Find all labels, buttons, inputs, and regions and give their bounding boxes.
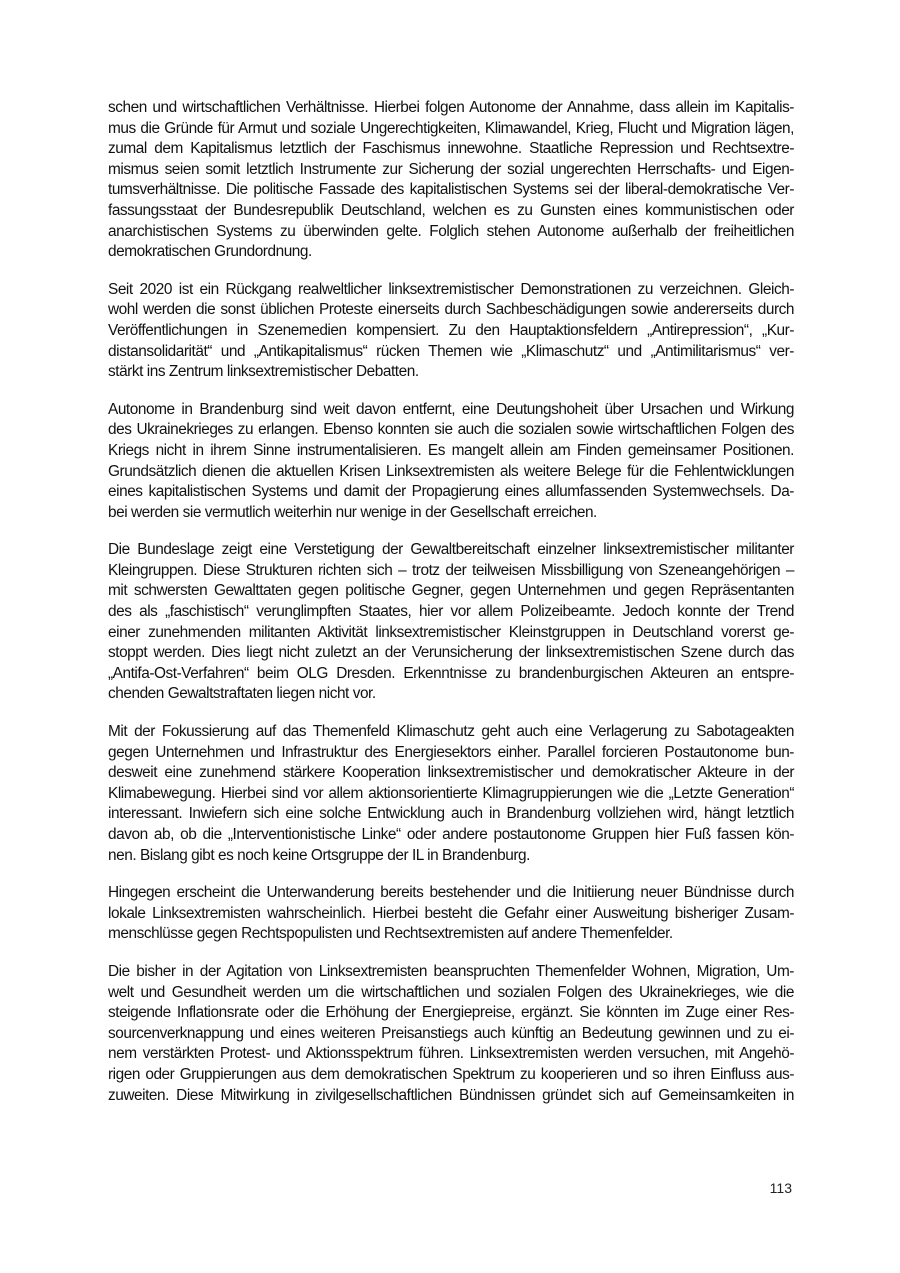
paragraph-4: [108, 540, 794, 705]
text-line: Seit 2020 ist ein Rückgang realweltlicher linksextremistischer Demonstrationen zu verzeichnen. Gleich-: [108, 280, 794, 298]
text-line: nen. Bislang gibt es noch keine Ortsgruppe der IL in Brandenburg.: [108, 846, 530, 864]
text-line: sourcenverknappung und eines weiteren Preisanstiegs auch künftig an Bedeutung gewinnen und zu ei-: [108, 1024, 794, 1042]
paragraph-3: [108, 400, 794, 524]
text-line: lokale Linksextremisten wahrscheinlich. Hierbei besteht die Gefahr einer Ausweitung bisheriger Zusam-: [108, 904, 794, 922]
text-line: Mit der Fokussierung auf das Themenfeld Klimaschutz geht auch eine Verlagerung zu Sabotageakten: [108, 723, 794, 741]
text-line: einer zunehmenden militanten Aktivität linksextremistischer Kleinstgruppen in Deutschland vorerst ge-: [108, 623, 794, 641]
paragraph-1: [108, 98, 794, 263]
text-line: Hingegen erscheint die Unterwanderung bereits bestehender und die Initiierung neuer Bündnisse durch: [108, 884, 794, 902]
text-line: distansolidarität“ und „Antikapitalismus“ rücken Themen wie „Klimaschutz“ und „Antimilitarismus“ ver-: [108, 342, 794, 360]
text-line: mismus seien somit letztlich Instrumente zur Sicherung der sozial ungerechten Herrschafts- und Eigen-: [108, 160, 794, 178]
text-line: anarchistischen Systems zu überwinden gelte. Folglich stehen Autonome außerhalb der freiheitlichen: [108, 222, 794, 240]
text-line: zumal dem Kapitalismus letztlich der Faschismus innewohne. Staatliche Repression und Rechtsextre-: [108, 140, 794, 158]
text-line: wohl werden die sonst üblichen Proteste einerseits durch Sachbeschädigungen sowie andererseits durch: [108, 301, 794, 319]
text-line: Autonome in Brandenburg sind weit davon entfernt, eine Deutungshoheit über Ursachen und Wirkung: [108, 400, 794, 418]
page-number: 113: [769, 1180, 792, 1196]
text-line: „Antifa-Ost-Verfahren“ beim OLG Dresden. Erkenntnisse zu brandenburgischen Akteuren an entspre-: [108, 664, 794, 682]
text-line: menschlüsse gegen Rechtspopulisten und Rechtsextremisten auf andere Themenfelder.: [108, 925, 673, 943]
paragraph-7: [108, 962, 794, 1106]
text-line: davon ab, ob die „Interventionistische Linke“ oder andere postautonome Gruppen hier Fuß fassen kön-: [108, 826, 794, 843]
text-line: demokratischen Grundordnung.: [108, 243, 312, 261]
paragraph-5: [108, 722, 794, 866]
text-line: desweit eine zunehmend stärkere Kooperation linksextremistischer und demokratischer Akteure in der: [108, 764, 794, 782]
text-line: rigen oder Gruppierungen aus dem demokratischen Spektrum zu kooperieren und so ihren Einfluss aus-: [108, 1065, 794, 1083]
text-line: Kleingruppen. Diese Strukturen richten sich – trotz der teilweisen Missbilligung von Szeneangehörigen –: [108, 561, 794, 579]
text-line: stärkt ins Zentrum linksextremistischer Debatten.: [108, 363, 419, 381]
text-line: interessant. Inwiefern sich eine solche Entwicklung auch in Brandenburg vollziehen wird, hängt letztlich: [108, 805, 794, 823]
text-line: Die Bundeslage zeigt eine Verstetigung der Gewaltbereitschaft einzelner linksextremistischer militanter: [108, 541, 794, 559]
text-line: eines kapitalistischen Systems und damit der Propagierung eines allumfassenden Systemwechsels. Da-: [108, 483, 794, 501]
text-line: Kriegs nicht in ihrem Sinne instrumentalisieren. Es mangelt allein am Finden gemeinsamer Positionen.: [108, 441, 794, 459]
text-line: steigende Inflationsrate oder die Erhöhung der Energiepreise, ergänzt. Sie könnten im Zuge einer Res-: [108, 1004, 794, 1022]
text-line: fassungsstaat der Bundesrepublik Deutschland, welchen es zu Gunsten eines kommunistischen oder: [108, 201, 794, 219]
paragraph-6: [108, 883, 794, 945]
text-line: gegen Unternehmen und Infrastruktur des Energiesektors einher. Parallel forcieren Postautonome bun-: [108, 743, 794, 761]
text-line: chenden Gewaltstraftaten liegen nicht vor.: [108, 685, 376, 703]
text-line: Grundsätzlich dienen die aktuellen Krisen Linksextremisten als weitere Belege für die Fehlentwicklungen: [108, 462, 794, 480]
text-line: welt und Gesundheit werden um die wirtschaftlichen und sozialen Folgen des Ukrainekrieges, wie die: [108, 983, 794, 1001]
text-line: des Ukrainekrieges zu erlangen. Ebenso konnten sie auch die sozialen sowie wirtschaftlichen Folgen des: [108, 421, 794, 439]
text-line: bei werden sie vermutlich weiterhin nur wenige in der Gesellschaft erreichen.: [108, 503, 597, 521]
paragraph-2: [108, 280, 794, 383]
text-line: schen und wirtschaftlichen Verhältnisse. Hierbei folgen Autonome der Annahme, dass allein im Kapitalis-: [108, 99, 794, 116]
text-line: Klimabewegung. Hierbei sind vor allem aktionsorientierte Klimagruppierungen wie die „Letzte Generation“: [108, 784, 794, 802]
document-body: [108, 98, 794, 1123]
text-line: des als „faschistisch“ verunglimpften Staates, hier vor allem Polizeibeamte. Jedoch konnte der Trend: [108, 603, 794, 621]
text-line: tumsverhältnisse. Die politische Fassade des kapitalistischen Systems sei der liberal-demokratische Ver-: [108, 181, 794, 199]
text-line: Die bisher in der Agitation von Linksextremisten beanspruchten Themenfelder Wohnen, Migration, Um-: [108, 962, 794, 980]
text-line: mus die Gründe für Armut und soziale Ungerechtigkeiten, Klimawandel, Krieg, Flucht und Migration lägen,: [108, 119, 794, 137]
text-line: nem verstärkten Protest- und Aktionsspektrum führen. Linksextremisten werden versuchen, mit Angehö-: [108, 1045, 794, 1063]
text-line: stoppt werden. Dies liegt nicht zuletzt an der Verunsicherung der linksextremistischen Szene durch das: [108, 644, 794, 662]
text-line: Veröffentlichungen in Szenemedien kompensiert. Zu den Hauptaktionsfeldern „Antirepression“, „Kur-: [108, 321, 794, 339]
text-line: mit schwersten Gewalttaten gegen politische Gegner, gegen Unternehmen und gegen Repräsentanten: [108, 582, 794, 600]
text-line: zuweiten. Diese Mitwirkung in zivilgesellschaftlichen Bündnissen gründet sich auf Gemeinsamkeiten in: [108, 1086, 794, 1104]
